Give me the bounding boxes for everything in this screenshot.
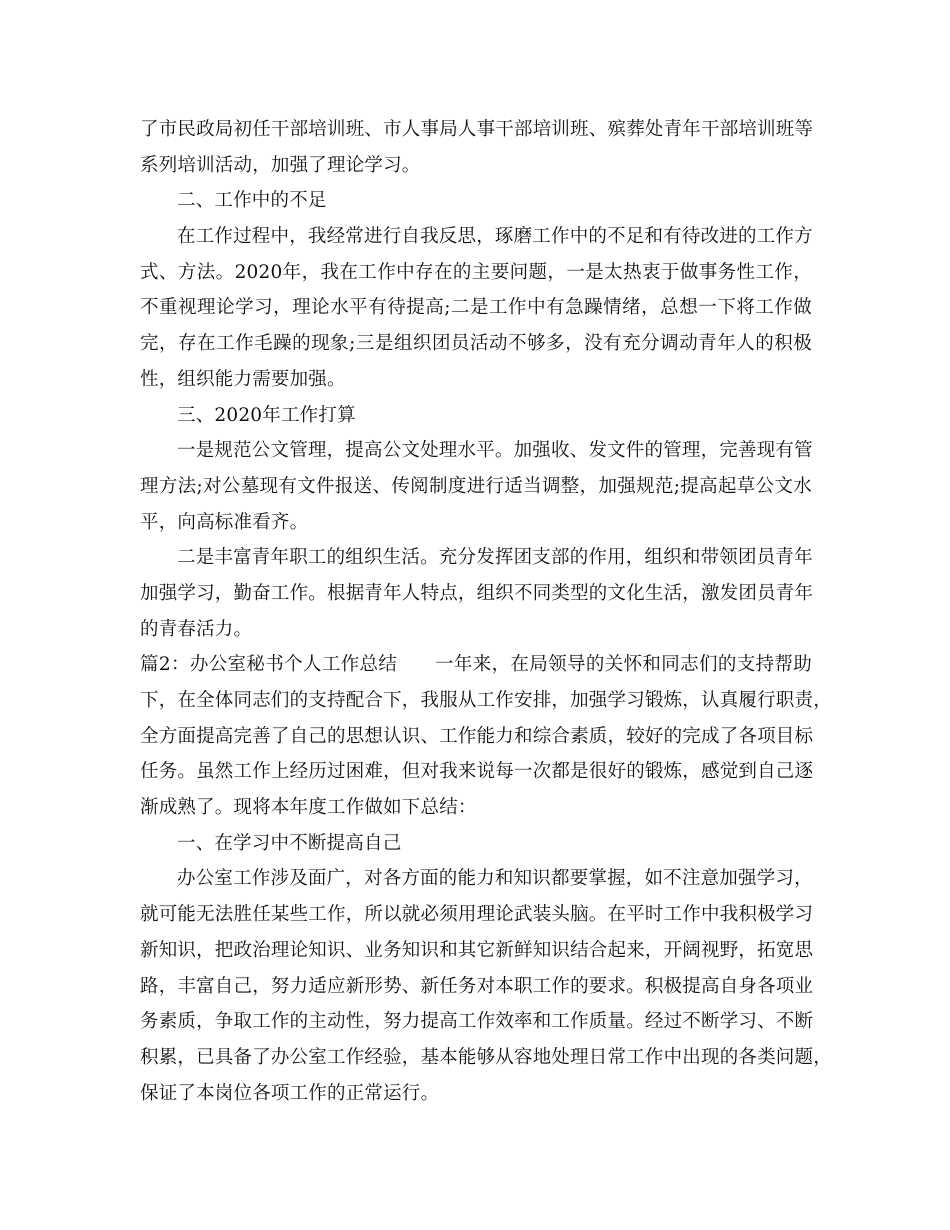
section-heading: 三、2020年工作打算 (177, 404, 356, 426)
text-line: 式、方法。2020年，我在工作中存在的主要问题，一是太热衷于做事务性工作， (140, 261, 812, 283)
text-line: 新知识，把政治理论知识、业务知识和其它新鲜知识结合起来，开阔视野，拓宽思 (140, 939, 814, 961)
article-title-line: 篇2：办公室秘书个人工作总结 一年来，在局领导的关怀和同志们的支持帮助 (140, 654, 812, 676)
text-line: 下，在全体同志们的支持配合下，我服从工作安排，加强学习锻炼，认真履行职责， (140, 690, 832, 711)
text-line: 务素质，争取工作的主动性，努力提高工作效率和工作质量。经过不断学习、不断 (140, 1011, 814, 1033)
text-line: 理方法;对公墓现有文件报送、传阅制度进行适当调整，加强规范;提高起草公文水 (140, 475, 812, 497)
text-line: 就可能无法胜任某些工作，所以就必须用理论武装头脑。在平时工作中我积极学习 (140, 904, 814, 926)
text-line: 的青春活力。 (140, 618, 253, 640)
text-line: 在工作过程中，我经常进行自我反思，琢磨工作中的不足和有待改进的工作方 (177, 226, 813, 248)
text-line: 一是规范公文管理，提高公文处理水平。加强收、发文件的管理，完善现有管 (177, 440, 813, 462)
section-heading: 一、在学习中不断提高自己 (177, 832, 402, 854)
text-line: 办公室工作涉及面广，对各方面的能力和知识都要掌握，如不注意加强学习， (177, 868, 813, 890)
text-line: 了市民政局初任干部培训班、市人事局人事干部培训班、殡葬处青年干部培训班等 (140, 119, 814, 140)
text-line: 渐成熟了。现将本年度工作做如下总结： (140, 797, 477, 819)
text-line: 保证了本岗位各项工作的正常运行。 (140, 1082, 440, 1104)
document-body (140, 112, 832, 1111)
text-line: 完，存在工作毛躁的现象;三是组织团员活动不够多，没有充分调动青年人的积极 (140, 333, 812, 355)
text-line: 平，向高标准看齐。 (140, 511, 309, 533)
text-line: 路，丰富自己，努力适应新形势、新任务对本职工作的要求。积极提高自身各项业 (140, 975, 814, 997)
text-line: 积累，已具备了办公室工作经验，基本能够从容地处理日常工作中出现的各类问题， (140, 1046, 832, 1068)
text-line: 加强学习，勤奋工作。根据青年人特点，组织不同类型的文化生活，激发团员青年 (140, 582, 814, 604)
text-line: 全方面提高完善了自己的思想认识、工作能力和综合素质，较好的完成了各项目标 (140, 725, 814, 747)
text-line: 系列培训活动，加强了理论学习。 (140, 154, 421, 176)
section-heading: 二、工作中的不足 (177, 190, 327, 212)
text-line: 不重视理论学习，理论水平有待提高;二是工作中有急躁情绪，总想一下将工作做 (140, 297, 812, 319)
text-line: 任务。虽然工作上经历过困难，但对我来说每一次都是很好的锻炼，感觉到自己逐 (140, 761, 814, 783)
text-line: 二是丰富青年职工的组织生活。充分发挥团支部的作用，组织和带领团员青年 (177, 547, 813, 569)
text-line: 性，组织能力需要加强。 (140, 368, 346, 390)
